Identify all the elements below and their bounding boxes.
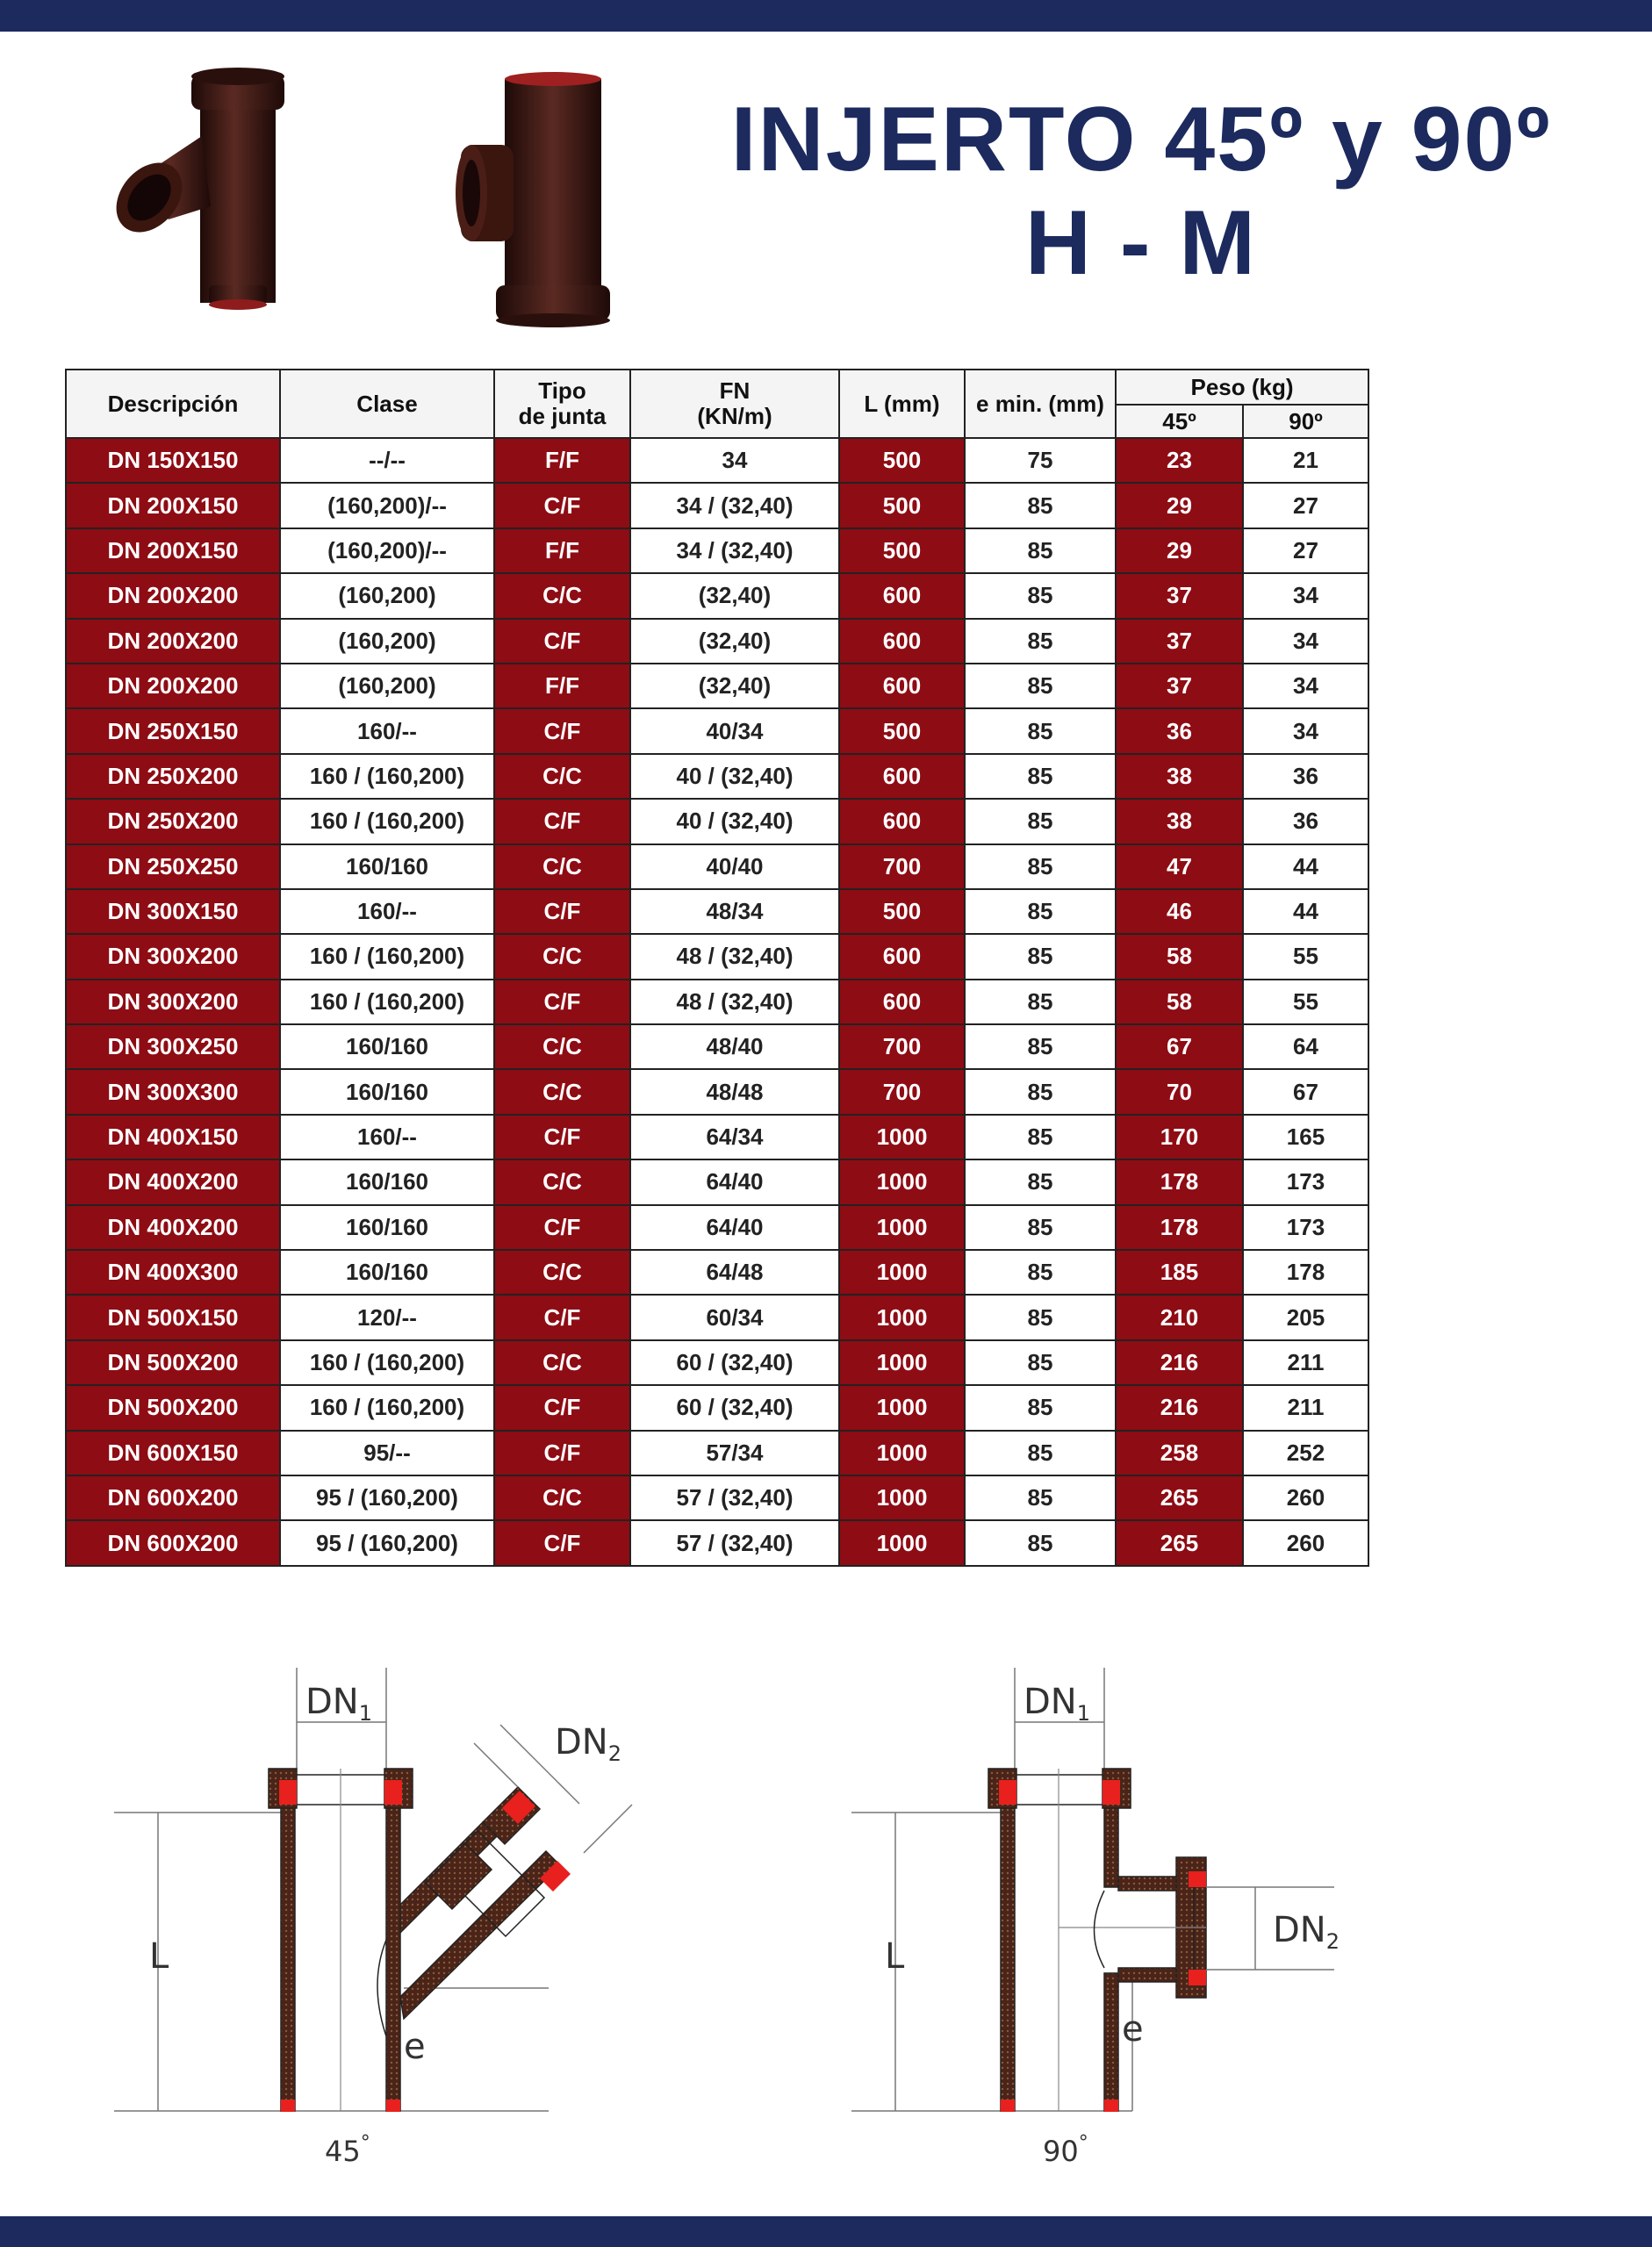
header-peso-45: 45º [1116, 405, 1243, 438]
cell-tipo-junta: C/F [494, 1385, 630, 1430]
cell-peso-90: 67 [1243, 1069, 1368, 1114]
cell-clase: 160 / (160,200) [280, 1385, 494, 1430]
cell-descripcion: DN 250X250 [66, 844, 280, 889]
cell-peso-90: 34 [1243, 573, 1368, 618]
cell-peso-45: 23 [1116, 438, 1243, 483]
cell-peso-90: 211 [1243, 1340, 1368, 1385]
cell-l-mm: 1000 [839, 1520, 965, 1565]
cell-clase: (160,200) [280, 573, 494, 618]
cell-fn: 34 [630, 438, 839, 483]
cell-fn: 48 / (32,40) [630, 934, 839, 979]
cell-e-min: 85 [965, 1159, 1116, 1204]
cell-fn: 40/34 [630, 708, 839, 753]
cell-descripcion: DN 300X150 [66, 889, 280, 934]
cell-fn: 60/34 [630, 1295, 839, 1339]
cell-l-mm: 600 [839, 799, 965, 844]
cell-peso-45: 37 [1116, 573, 1243, 618]
cell-fn: 48/48 [630, 1069, 839, 1114]
cell-clase: 120/-- [280, 1295, 494, 1339]
cell-peso-45: 37 [1116, 619, 1243, 664]
cell-peso-90: 21 [1243, 438, 1368, 483]
cell-tipo-junta: C/C [494, 573, 630, 618]
cell-tipo-junta: C/F [494, 1520, 630, 1565]
cell-e-min: 85 [965, 1205, 1116, 1250]
cell-peso-90: 36 [1243, 799, 1368, 844]
cell-e-min: 85 [965, 1520, 1116, 1565]
table-row [66, 528, 1368, 573]
table-row [66, 1340, 1368, 1385]
cell-peso-45: 47 [1116, 844, 1243, 889]
cell-peso-45: 38 [1116, 754, 1243, 799]
cell-descripcion: DN 400X150 [66, 1115, 280, 1159]
cell-clase: 160 / (160,200) [280, 1340, 494, 1385]
cell-peso-45: 46 [1116, 889, 1243, 934]
header-descripcion: Descripción [66, 370, 280, 438]
header-tipo-line2: de junta [518, 403, 607, 429]
header-peso: Peso (kg) [1116, 370, 1368, 405]
cell-l-mm: 700 [839, 1069, 965, 1114]
cell-fn: 48 / (32,40) [630, 980, 839, 1024]
cell-tipo-junta: C/F [494, 708, 630, 753]
cell-peso-45: 170 [1116, 1115, 1243, 1159]
header-fn-line2: (KN/m) [697, 403, 772, 429]
cell-e-min: 85 [965, 1295, 1116, 1339]
top-band [0, 0, 1652, 32]
cell-clase: 160 / (160,200) [280, 934, 494, 979]
cell-peso-90: 27 [1243, 483, 1368, 528]
d45-l-label: L [149, 1936, 169, 1977]
cell-l-mm: 600 [839, 980, 965, 1024]
cell-descripcion: DN 600X150 [66, 1431, 280, 1475]
cell-peso-45: 185 [1116, 1250, 1243, 1295]
table-row [66, 799, 1368, 844]
cell-peso-90: 34 [1243, 708, 1368, 753]
cell-l-mm: 600 [839, 573, 965, 618]
cell-fn: 34 / (32,40) [630, 528, 839, 573]
cell-l-mm: 600 [839, 664, 965, 708]
table-row [66, 844, 1368, 889]
cell-peso-45: 258 [1116, 1431, 1243, 1475]
cell-clase: 160/160 [280, 844, 494, 889]
cell-e-min: 85 [965, 1115, 1116, 1159]
cell-peso-45: 37 [1116, 664, 1243, 708]
cell-l-mm: 600 [839, 754, 965, 799]
cell-peso-90: 55 [1243, 980, 1368, 1024]
cell-peso-45: 67 [1116, 1024, 1243, 1069]
cell-tipo-junta: C/F [494, 1295, 630, 1339]
cell-fn: 57 / (32,40) [630, 1475, 839, 1520]
cell-l-mm: 1000 [839, 1475, 965, 1520]
cell-clase: --/-- [280, 438, 494, 483]
cell-descripcion: DN 300X300 [66, 1069, 280, 1114]
header-clase: Clase [280, 370, 494, 438]
cell-fn: 64/40 [630, 1159, 839, 1204]
cell-tipo-junta: C/F [494, 1431, 630, 1475]
cell-fn: 60 / (32,40) [630, 1385, 839, 1430]
cell-tipo-junta: C/C [494, 1069, 630, 1114]
cell-tipo-junta: F/F [494, 528, 630, 573]
cell-l-mm: 1000 [839, 1295, 965, 1339]
table-row [66, 1024, 1368, 1069]
cell-fn: (32,40) [630, 573, 839, 618]
cell-clase: 160/-- [280, 889, 494, 934]
header-e-min: e min. (mm) [965, 370, 1116, 438]
cell-e-min: 85 [965, 708, 1116, 753]
d45-e-label: e [404, 2027, 426, 2067]
cell-peso-45: 265 [1116, 1520, 1243, 1565]
cell-descripcion: DN 300X250 [66, 1024, 280, 1069]
cell-tipo-junta: C/C [494, 1340, 630, 1385]
cell-tipo-junta: C/F [494, 619, 630, 664]
table-row [66, 980, 1368, 1024]
cell-peso-90: 34 [1243, 619, 1368, 664]
title-line-1: INJERTO 45º y 90º [730, 89, 1552, 190]
cell-tipo-junta: C/C [494, 1159, 630, 1204]
cell-clase: 160/160 [280, 1159, 494, 1204]
product-photo-45 [88, 66, 325, 320]
cell-tipo-junta: C/F [494, 980, 630, 1024]
cell-fn: 60 / (32,40) [630, 1340, 839, 1385]
cell-l-mm: 500 [839, 483, 965, 528]
cell-fn: 34 / (32,40) [630, 483, 839, 528]
cell-l-mm: 1000 [839, 1250, 965, 1295]
cell-descripcion: DN 600X200 [66, 1475, 280, 1520]
cell-peso-90: 44 [1243, 889, 1368, 934]
cell-descripcion: DN 250X150 [66, 708, 280, 753]
cell-l-mm: 500 [839, 528, 965, 573]
table-row [66, 889, 1368, 934]
cell-descripcion: DN 250X200 [66, 799, 280, 844]
cell-clase: 160 / (160,200) [280, 980, 494, 1024]
product-photo-90 [452, 66, 641, 329]
cell-clase: 160 / (160,200) [280, 799, 494, 844]
cell-clase: 95 / (160,200) [280, 1520, 494, 1565]
table-row [66, 1250, 1368, 1295]
cell-e-min: 85 [965, 528, 1116, 573]
header-peso-90: 90º [1243, 405, 1368, 438]
cell-fn: (32,40) [630, 619, 839, 664]
cell-descripcion: DN 300X200 [66, 934, 280, 979]
cell-clase: (160,200)/-- [280, 483, 494, 528]
cell-fn: 57/34 [630, 1431, 839, 1475]
cell-tipo-junta: C/F [494, 889, 630, 934]
cell-tipo-junta: C/C [494, 754, 630, 799]
cell-e-min: 85 [965, 754, 1116, 799]
cell-peso-45: 265 [1116, 1475, 1243, 1520]
cell-tipo-junta: C/C [494, 844, 630, 889]
cell-tipo-junta: F/F [494, 438, 630, 483]
cell-clase: 160/160 [280, 1250, 494, 1295]
cell-e-min: 85 [965, 1024, 1116, 1069]
cell-fn: 57 / (32,40) [630, 1520, 839, 1565]
cell-clase: 160/-- [280, 1115, 494, 1159]
cell-peso-45: 38 [1116, 799, 1243, 844]
cell-e-min: 85 [965, 1069, 1116, 1114]
cell-peso-90: 252 [1243, 1431, 1368, 1475]
header-fn [630, 370, 839, 438]
cell-peso-45: 216 [1116, 1340, 1243, 1385]
cell-clase: (160,200)/-- [280, 528, 494, 573]
table-row [66, 1115, 1368, 1159]
cell-clase: (160,200) [280, 619, 494, 664]
cell-tipo-junta: C/F [494, 799, 630, 844]
cell-e-min: 85 [965, 1250, 1116, 1295]
table-row [66, 754, 1368, 799]
cell-peso-90: 27 [1243, 528, 1368, 573]
cell-descripcion: DN 200X200 [66, 664, 280, 708]
cell-peso-90: 64 [1243, 1024, 1368, 1069]
cell-e-min: 75 [965, 438, 1116, 483]
cell-l-mm: 600 [839, 619, 965, 664]
cell-peso-90: 36 [1243, 754, 1368, 799]
cell-e-min: 85 [965, 619, 1116, 664]
d90-e-label: e [1122, 2009, 1144, 2050]
table-row [66, 1069, 1368, 1114]
cell-tipo-junta: C/C [494, 1475, 630, 1520]
cell-descripcion: DN 300X200 [66, 980, 280, 1024]
cell-peso-45: 29 [1116, 528, 1243, 573]
cell-tipo-junta: C/C [494, 934, 630, 979]
cell-e-min: 85 [965, 1475, 1116, 1520]
cell-peso-45: 70 [1116, 1069, 1243, 1114]
cell-l-mm: 1000 [839, 1385, 965, 1430]
cell-e-min: 85 [965, 844, 1116, 889]
cell-clase: 160/160 [280, 1024, 494, 1069]
cell-clase: 160/-- [280, 708, 494, 753]
cell-l-mm: 1000 [839, 1205, 965, 1250]
cell-clase: 95 / (160,200) [280, 1475, 494, 1520]
cell-l-mm: 500 [839, 438, 965, 483]
d45-dn2-label: $DN_2$ [555, 1722, 622, 1766]
d90-dn1-label: $DN_1$ [1024, 1682, 1091, 1726]
cell-e-min: 85 [965, 1431, 1116, 1475]
cell-l-mm: 500 [839, 889, 965, 934]
cell-l-mm: 700 [839, 844, 965, 889]
diagram-90 [843, 1650, 1369, 2194]
table-row [66, 1475, 1368, 1520]
cell-l-mm: 1000 [839, 1431, 965, 1475]
cell-descripcion: DN 400X300 [66, 1250, 280, 1295]
cell-fn: 48/40 [630, 1024, 839, 1069]
table-row [66, 708, 1368, 753]
cell-peso-90: 260 [1243, 1520, 1368, 1565]
table-row [66, 1431, 1368, 1475]
cell-descripcion: DN 500X150 [66, 1295, 280, 1339]
cell-e-min: 85 [965, 1385, 1116, 1430]
table-row [66, 1520, 1368, 1565]
cell-fn: 40 / (32,40) [630, 799, 839, 844]
header-l: L (mm) [839, 370, 965, 438]
cell-peso-90: 165 [1243, 1115, 1368, 1159]
cell-peso-90: 211 [1243, 1385, 1368, 1430]
cell-fn: 48/34 [630, 889, 839, 934]
cell-peso-90: 55 [1243, 934, 1368, 979]
table-row [66, 619, 1368, 664]
cell-fn: 64/40 [630, 1205, 839, 1250]
cell-fn: 64/34 [630, 1115, 839, 1159]
table-row [66, 1159, 1368, 1204]
table-row [66, 1205, 1368, 1250]
cell-e-min: 85 [965, 799, 1116, 844]
page-title [685, 88, 1598, 295]
cell-l-mm: 1000 [839, 1340, 965, 1385]
d45-dn1-label: $DN_1$ [305, 1682, 373, 1726]
cell-fn: 40 / (32,40) [630, 754, 839, 799]
cell-l-mm: 700 [839, 1024, 965, 1069]
cell-peso-90: 34 [1243, 664, 1368, 708]
header-tipo-junta [494, 370, 630, 438]
table-row [66, 438, 1368, 483]
cell-peso-45: 216 [1116, 1385, 1243, 1430]
cell-peso-45: 178 [1116, 1159, 1243, 1204]
cell-fn: (32,40) [630, 664, 839, 708]
cell-tipo-junta: F/F [494, 664, 630, 708]
cell-descripcion: DN 200X200 [66, 573, 280, 618]
d90-angle-label: 90° [1043, 2132, 1088, 2168]
cell-peso-45: 210 [1116, 1295, 1243, 1339]
cell-tipo-junta: C/F [494, 1205, 630, 1250]
cell-l-mm: 1000 [839, 1159, 965, 1204]
table-row [66, 1385, 1368, 1430]
cell-descripcion: DN 500X200 [66, 1340, 280, 1385]
table-row [66, 664, 1368, 708]
d90-l-label: L [885, 1936, 905, 1977]
cell-descripcion: DN 250X200 [66, 754, 280, 799]
cell-descripcion: DN 600X200 [66, 1520, 280, 1565]
cell-peso-45: 36 [1116, 708, 1243, 753]
cell-descripcion: DN 200X150 [66, 483, 280, 528]
cell-e-min: 85 [965, 483, 1116, 528]
cell-descripcion: DN 200X200 [66, 619, 280, 664]
cell-l-mm: 1000 [839, 1115, 965, 1159]
cell-clase: 160 / (160,200) [280, 754, 494, 799]
cell-peso-90: 205 [1243, 1295, 1368, 1339]
cell-tipo-junta: C/F [494, 1115, 630, 1159]
d90-dn2-label: $DN_2$ [1273, 1910, 1340, 1954]
cell-clase: 95/-- [280, 1431, 494, 1475]
cell-descripcion: DN 200X150 [66, 528, 280, 573]
cell-peso-90: 260 [1243, 1475, 1368, 1520]
d45-angle-label: 45° [325, 2132, 370, 2168]
cell-e-min: 85 [965, 980, 1116, 1024]
cell-e-min: 85 [965, 889, 1116, 934]
cell-e-min: 85 [965, 1340, 1116, 1385]
cell-e-min: 85 [965, 573, 1116, 618]
bottom-band [0, 2216, 1652, 2247]
cell-e-min: 85 [965, 934, 1116, 979]
cell-clase: 160/160 [280, 1205, 494, 1250]
spec-table-body [66, 438, 1368, 1566]
cell-tipo-junta: C/F [494, 483, 630, 528]
title-line-2: H - M [1024, 192, 1258, 294]
cell-descripcion: DN 500X200 [66, 1385, 280, 1430]
cell-peso-90: 173 [1243, 1205, 1368, 1250]
cell-peso-90: 173 [1243, 1159, 1368, 1204]
cell-descripcion: DN 400X200 [66, 1159, 280, 1204]
cell-peso-90: 178 [1243, 1250, 1368, 1295]
cell-peso-45: 58 [1116, 980, 1243, 1024]
cell-l-mm: 600 [839, 934, 965, 979]
header-fn-line1: FN [719, 377, 751, 404]
cell-descripcion: DN 150X150 [66, 438, 280, 483]
cell-descripcion: DN 400X200 [66, 1205, 280, 1250]
cell-peso-45: 58 [1116, 934, 1243, 979]
cell-e-min: 85 [965, 664, 1116, 708]
cell-clase: (160,200) [280, 664, 494, 708]
cell-fn: 40/40 [630, 844, 839, 889]
cell-clase: 160/160 [280, 1069, 494, 1114]
cell-tipo-junta: C/C [494, 1250, 630, 1295]
table-row [66, 934, 1368, 979]
cell-l-mm: 500 [839, 708, 965, 753]
cell-fn: 64/48 [630, 1250, 839, 1295]
diagram-45 [105, 1650, 622, 2194]
cell-peso-45: 29 [1116, 483, 1243, 528]
cell-tipo-junta: C/C [494, 1024, 630, 1069]
table-row [66, 573, 1368, 618]
table-row [66, 483, 1368, 528]
spec-table [65, 369, 1369, 1567]
cell-peso-45: 178 [1116, 1205, 1243, 1250]
cell-peso-90: 44 [1243, 844, 1368, 889]
header-tipo-line1: Tipo [538, 377, 586, 404]
table-row [66, 1295, 1368, 1339]
